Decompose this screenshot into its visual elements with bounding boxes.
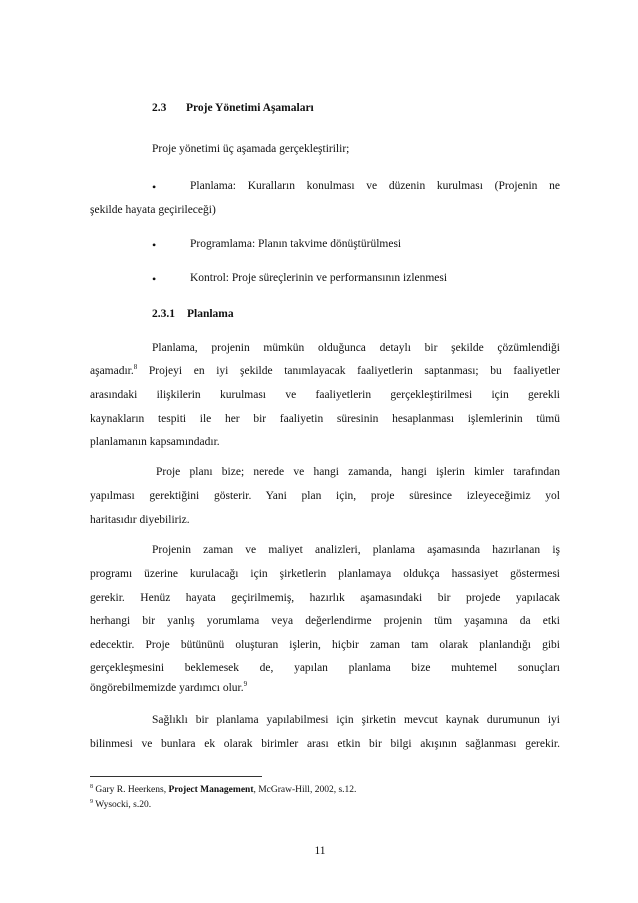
para4-line: bilinmesi ve bunlara ek olarak birimler arası etkin bir bilgi akışının sağlanması gerekir. — [90, 738, 560, 750]
para2-line: Proje planı bize; nerede ve hangi zamanda, hangi işlerin kimler tarafından — [156, 466, 560, 478]
para1-line: arasındaki ilişkilerin kurulması ve faaliyetlerin gerçekleştirilmesi için gerekli — [90, 389, 560, 401]
para1-line: Planlama, projenin mümkün olduğunca detaylı bir şekilde çözümlendiği — [152, 342, 560, 354]
footnote-9: $^9$ Wysocki, s.20. — [90, 798, 152, 810]
para1-line: aşamadır.$^8$ Projeyi en iyi şekilde tanımlayacak faaliyetlerin saptanması; bu faaliyetler — [90, 363, 560, 377]
footnote-8: $^8$ Gary R. Heerkens, Project Management, McGraw-Hill, 2002, s.12. — [90, 783, 357, 795]
bullet-programlama: Programlama: Planın takvime dönüştürülmesi — [190, 238, 402, 250]
subsection-title: Planlama — [187, 308, 234, 320]
bullet-marker: • — [152, 180, 157, 194]
para3-line: herhangi bir yanlış yorumlama veya değerlendirme projenin tüm yaşamına da etki — [90, 615, 560, 627]
subsection-number: 2.3.1 — [152, 308, 175, 320]
bullet-marker: • — [152, 272, 157, 286]
bullet-planlama-line1: Planlama: Kuralların konulması ve düzenin kurulması (Projenin ne — [190, 180, 560, 192]
para1-line: planlamanın kapsamındadır. — [90, 436, 220, 448]
section-title: Proje Yönetimi Aşamaları — [186, 102, 314, 114]
bullet-kontrol: Kontrol: Proje süreçlerinin ve performansının izlenmesi — [190, 272, 448, 284]
para2-line: yapılması gerektiğini gösterir. Yani plan için, proje süresince izleyeceğimiz yol — [90, 490, 560, 502]
footnote-ref-8: 8 — [133, 363, 138, 372]
para3-line: Projenin zaman ve maliyet analizleri, planlama aşamasında hazırlanan iş — [152, 544, 560, 556]
para3-line: programı üzerine kurulacağı için şirketlerin planlamaya oldukça hassasiyet göstermesi — [90, 568, 560, 580]
para3-line: öngörebilmemizde yardımcı olur.$^9$ — [90, 680, 248, 694]
para1-line: kaynakların tespiti ile her bir faaliyetin süresinin hesaplanması işlemlerinin tümü — [90, 413, 560, 425]
intro-text: Proje yönetimi üç aşamada gerçekleştirilir; — [152, 143, 350, 155]
para4-line: Sağlıklı bir planlama yapılabilmesi için şirketin mevcut kaynak durumunun iyi — [152, 714, 560, 726]
para2-line: haritasıdır diyebiliriz. — [90, 514, 190, 526]
page-number: 11 — [314, 845, 326, 857]
section-number: 2.3 — [152, 102, 167, 114]
bullet-marker: • — [152, 238, 157, 252]
para3-line: gerçekleşmesini beklemesek de, yapılan planlama bize muhtemel sonuçları — [90, 662, 560, 674]
footnote-separator — [90, 776, 262, 777]
footnote-ref-9: 9 — [243, 680, 248, 689]
bullet-planlama-line2: şekilde hayata geçirileceği) — [90, 204, 216, 216]
para3-line: gerekir. Henüz hayata geçirilmemiş, hazırlık aşamasındaki bir projede yapılacak — [90, 592, 560, 604]
para3-line: edecektir. Proje bütününü oluşturan işlerin, hiçbir zaman tam olarak planlandığı gibi — [90, 639, 560, 651]
